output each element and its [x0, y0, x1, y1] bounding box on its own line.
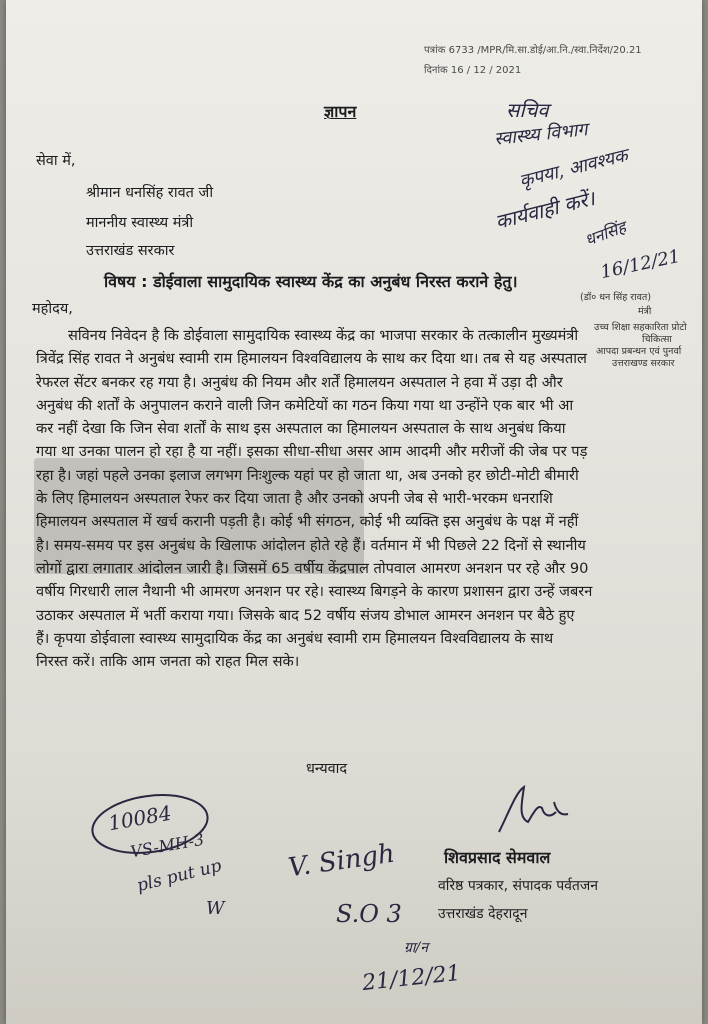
- body-line: वर्षीय गिरधारी लाल नैथानी भी आमरण अनशन पर रहे। स्वास्थ्य बिगड़ने के कारण प्रशासन द्वारा उन्हें जबरन: [36, 583, 593, 601]
- closing: धन्यवाद: [306, 761, 348, 777]
- minister-stamp-portfolio-4: उत्तराखण्ड सरकार: [612, 358, 675, 369]
- handwritten-initial-bottom: V. Singh: [286, 838, 397, 884]
- minister-stamp-role: मंत्री: [638, 306, 652, 317]
- addressee-line-1: श्रीमान धनसिंह रावत जी: [86, 185, 214, 201]
- minister-stamp-name: (डॉ० धन सिंह रावत): [580, 292, 652, 303]
- greeting: महोदय,: [32, 301, 73, 317]
- reference-date: दिनांक 16 / 12 / 2021: [424, 65, 522, 76]
- addressee-line-2: माननीय स्वास्थ्य मंत्री: [86, 215, 194, 231]
- handwritten-initials-top: धनसिंह: [582, 217, 629, 250]
- body-paragraph: [36, 324, 664, 673]
- body-line: त्रिवेंद्र सिंह रावत ने अनुबंध स्वामी राम हिमालयन विश्वविद्यालय के साथ कर दिया था। तब से यह अस्पताल: [36, 350, 587, 368]
- signatory-name: शिवप्रसाद सेमवाल: [444, 848, 551, 867]
- body-line: हैं। कृपया डोईवाला स्वास्थ्य सामुदायिक केंद्र का अनुबंध स्वामी राम हिमालयन विश्वविद्यालय के साथ: [36, 629, 554, 647]
- page-title: ज्ञापन: [324, 102, 357, 121]
- body-line: निरस्त करें। ताकि आम जनता को राहत मिल सके।: [36, 653, 300, 671]
- body-line: अनुबंध की शर्तों के अनुपालन कराने वाली जिन कमेटियों का गठन किया गया था उन्होंने एक बार भी आ: [36, 396, 574, 414]
- author-signature-icon: [494, 782, 574, 842]
- handwritten-note-kindly: कृपया, आवश्यक: [517, 144, 630, 193]
- body-line: सविनय निवेदन है कि डोईवाला सामुदायिक स्वास्थ्य केंद्र का भाजपा सरकार के तत्कालीन मुख्यमंत्री: [68, 327, 579, 344]
- handwritten-note-secretary: सचिव: [506, 98, 549, 122]
- inward-note: pls put up: [134, 855, 224, 897]
- minister-stamp-portfolio-2: चिकित्सा: [642, 334, 672, 345]
- body-line: के लिए हिमालयन अस्पताल रेफर कर दिया जाता है और उनको अपनी जेब से भारी-भरकम धनराशि: [36, 490, 553, 508]
- inward-number: 10084: [106, 800, 174, 836]
- inward-mark: W: [206, 898, 225, 919]
- minister-stamp-portfolio-3: आपदा प्रबन्धन एवं पुनर्वा: [596, 346, 682, 357]
- body-line: हिमालयन अस्पताल में खर्च करानी पड़ती है। कोई भी संगठन, कोई भी व्यक्ति इस अनुबंध के पक्ष में नहीं: [36, 513, 579, 531]
- body-line: कर नहीं देखा कि जिन सेवा शर्तों के साथ इस अस्पताल का हिमालयन अस्पताल के साथ अनुबंध किया: [36, 420, 566, 438]
- handwritten-office-code: S.O 3: [336, 900, 402, 928]
- body-line: है। समय-समय पर इस अनुबंध के खिलाफ आंदोलन होते रहे हैं। वर्तमान में भी पिछले 22 दिनों से स्थानीय: [36, 536, 586, 554]
- handwritten-note-department: स्वास्थ्य विभाग: [493, 119, 589, 150]
- handwritten-date-top: 16/12/21: [598, 245, 683, 284]
- minister-stamp-portfolio-1: उच्च शिक्षा सहकारिता प्रोटो: [594, 322, 687, 333]
- salutation: सेवा में,: [36, 153, 76, 169]
- body-line: रहा है। जहां पहले उनका इलाज लगभग निःशुल्क यहां पर हो जाता था, अब उनको हर छोटी-मोटी बीमारी: [36, 466, 579, 484]
- memorandum-page: [6, 0, 702, 1024]
- body-line: रेफरल सेंटर बनकर रह गया है। अनुबंध की नियम और शर्तें हिमालयन अस्पताल ने हवा में उड़ा दी और: [36, 373, 563, 391]
- handwritten-sign-mark: ग्रा/न: [404, 940, 429, 956]
- subject-line: विषय : डोईवाला सामुदायिक स्वास्थ्य केंद्र का अनुबंध निरस्त कराने हेतु।: [104, 272, 518, 291]
- body-line: लोगों द्वारा लगातार आंदोलन जारी है। जिसमें 65 वर्षीय केंद्रपाल तोपवाल आमरण अनशन पर रहे और 90: [36, 559, 589, 577]
- inward-code: VS-MH-3: [128, 829, 206, 862]
- reference-number: पत्रांक 6733 /MPR/मि.सा.डोई/आ.नि./स्वा.निर्देश/20.21: [424, 45, 642, 56]
- body-line: गया था उनका पालन हो रहा है या नहीं। इसका सीधा-सीधा असर आम आदमी और मरीजों की जेब पर पड़: [36, 443, 588, 461]
- handwritten-date-bottom: 21/12/21: [360, 960, 462, 997]
- body-line: उठाकर अस्पताल में भर्ती कराया गया। जिसके बाद 52 वर्षीय संजय डोभाल आमरन अनशन पर बैठे हुए: [36, 606, 575, 624]
- signatory-designation: वरिष्ठ पत्रकार, संपादक पर्वतजन: [438, 878, 599, 894]
- signatory-location: उत्तराखंड देहरादून: [438, 906, 528, 922]
- addressee-line-3: उत्तराखंड सरकार: [86, 243, 175, 259]
- handwritten-note-action: कार्यवाही करें।: [492, 186, 598, 234]
